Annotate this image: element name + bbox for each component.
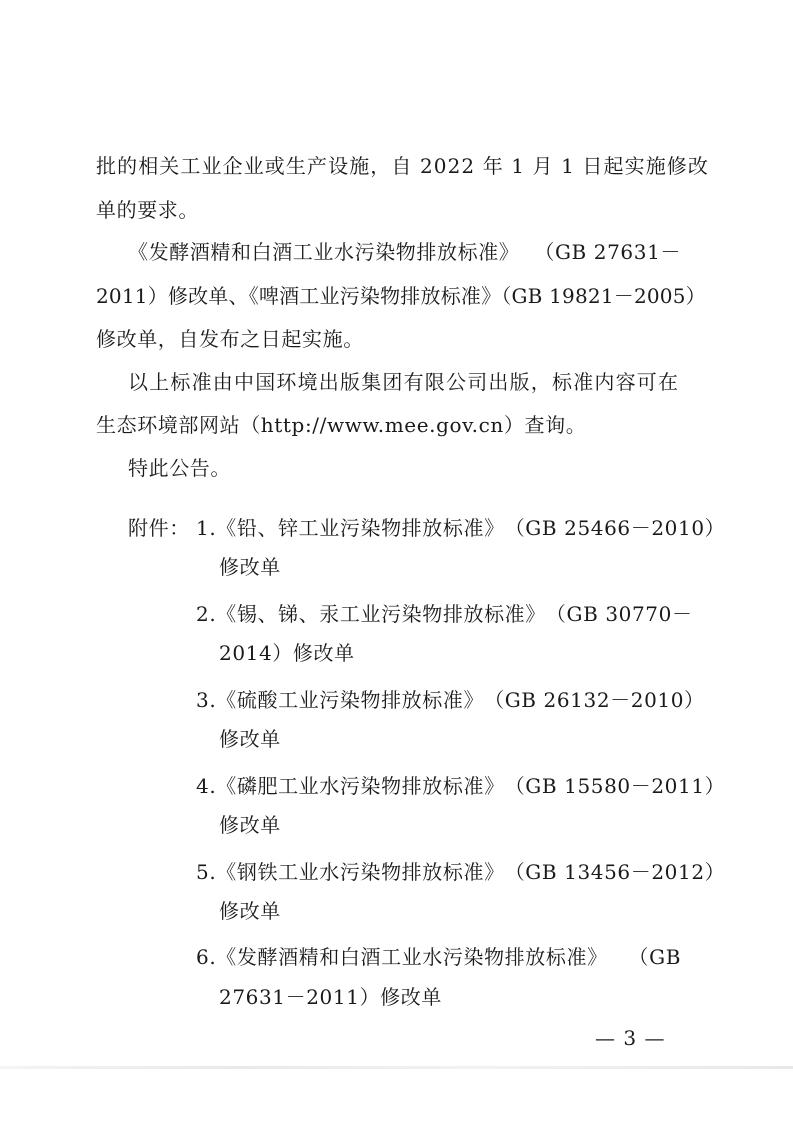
attachments-label: 附件： <box>128 516 190 540</box>
attachment-2-code: （GB 30770－ <box>545 602 693 626</box>
closing-statement: 特此公告。 <box>128 456 231 480</box>
paragraph-2-line-1-title: 《发酵酒精和白酒工业水污染物排放标准》 <box>128 240 520 264</box>
paragraph-2-line-2: 2011）修改单、《啤酒工业污染物排放标准》（GB 19821－2005） <box>96 284 706 308</box>
attachment-2-line-1 <box>196 600 693 628</box>
paragraph-3-line-1: 以上标准由中国环境出版集团有限公司出版，标准内容可在 <box>128 370 680 394</box>
paragraph-1-line-1: 批的相关工业企业或生产设施，自 2022 年 1 月 1 日起实施修改 <box>96 154 709 178</box>
attachment-6-code: （GB <box>628 945 681 969</box>
paragraph-3-line-2: 生态环境部网站（http://www.mee.gov.cn）查询。 <box>96 413 587 437</box>
attachment-4-code: （GB 15580－2011） <box>504 774 726 798</box>
paragraph-1-line-2: 单的要求。 <box>96 198 199 222</box>
attachment-1-title: 1.《铅、锌工业污染物排放标准》 <box>196 516 505 540</box>
attachment-1-line-1 <box>196 514 726 542</box>
attachment-4-title: 4.《磷肥工业水污染物排放标准》 <box>196 774 505 798</box>
attachment-4-line-2: 修改单 <box>219 813 281 837</box>
paragraph-2-line-1 <box>128 238 681 266</box>
attachment-5-line-1 <box>196 858 726 886</box>
paragraph-2-line-1-code: （GB 27631－ <box>534 240 681 264</box>
attachment-2-line-2: 2014）修改单 <box>219 641 355 665</box>
attachment-6-line-2: 27631－2011）修改单 <box>219 985 442 1009</box>
attachment-3-line-1 <box>196 686 705 714</box>
attachment-2-title: 2.《锡、锑、汞工业污染物排放标准》 <box>196 602 546 626</box>
page-number: — 3 — <box>595 1026 666 1050</box>
attachment-5-code: （GB 13456－2012） <box>504 860 726 884</box>
attachment-3-line-2: 修改单 <box>219 727 281 751</box>
attachment-6-line-1 <box>196 943 681 971</box>
attachment-1-line-2: 修改单 <box>219 555 281 579</box>
paragraph-2-line-3: 修改单，自发布之日起实施。 <box>96 327 364 351</box>
attachment-4-line-1 <box>196 772 726 800</box>
attachment-5-line-2: 修改单 <box>219 899 281 923</box>
attachment-1-code: （GB 25466－2010） <box>504 516 726 540</box>
attachment-6-title: 6.《发酵酒精和白酒工业水污染物排放标准》 <box>196 945 608 969</box>
attachment-3-title: 3.《硫酸工业污染物排放标准》 <box>196 688 485 712</box>
attachment-5-title: 5.《钢铁工业水污染物排放标准》 <box>196 860 505 884</box>
attachment-3-code: （GB 26132－2010） <box>484 688 705 712</box>
scan-artifact-line <box>0 1066 793 1069</box>
